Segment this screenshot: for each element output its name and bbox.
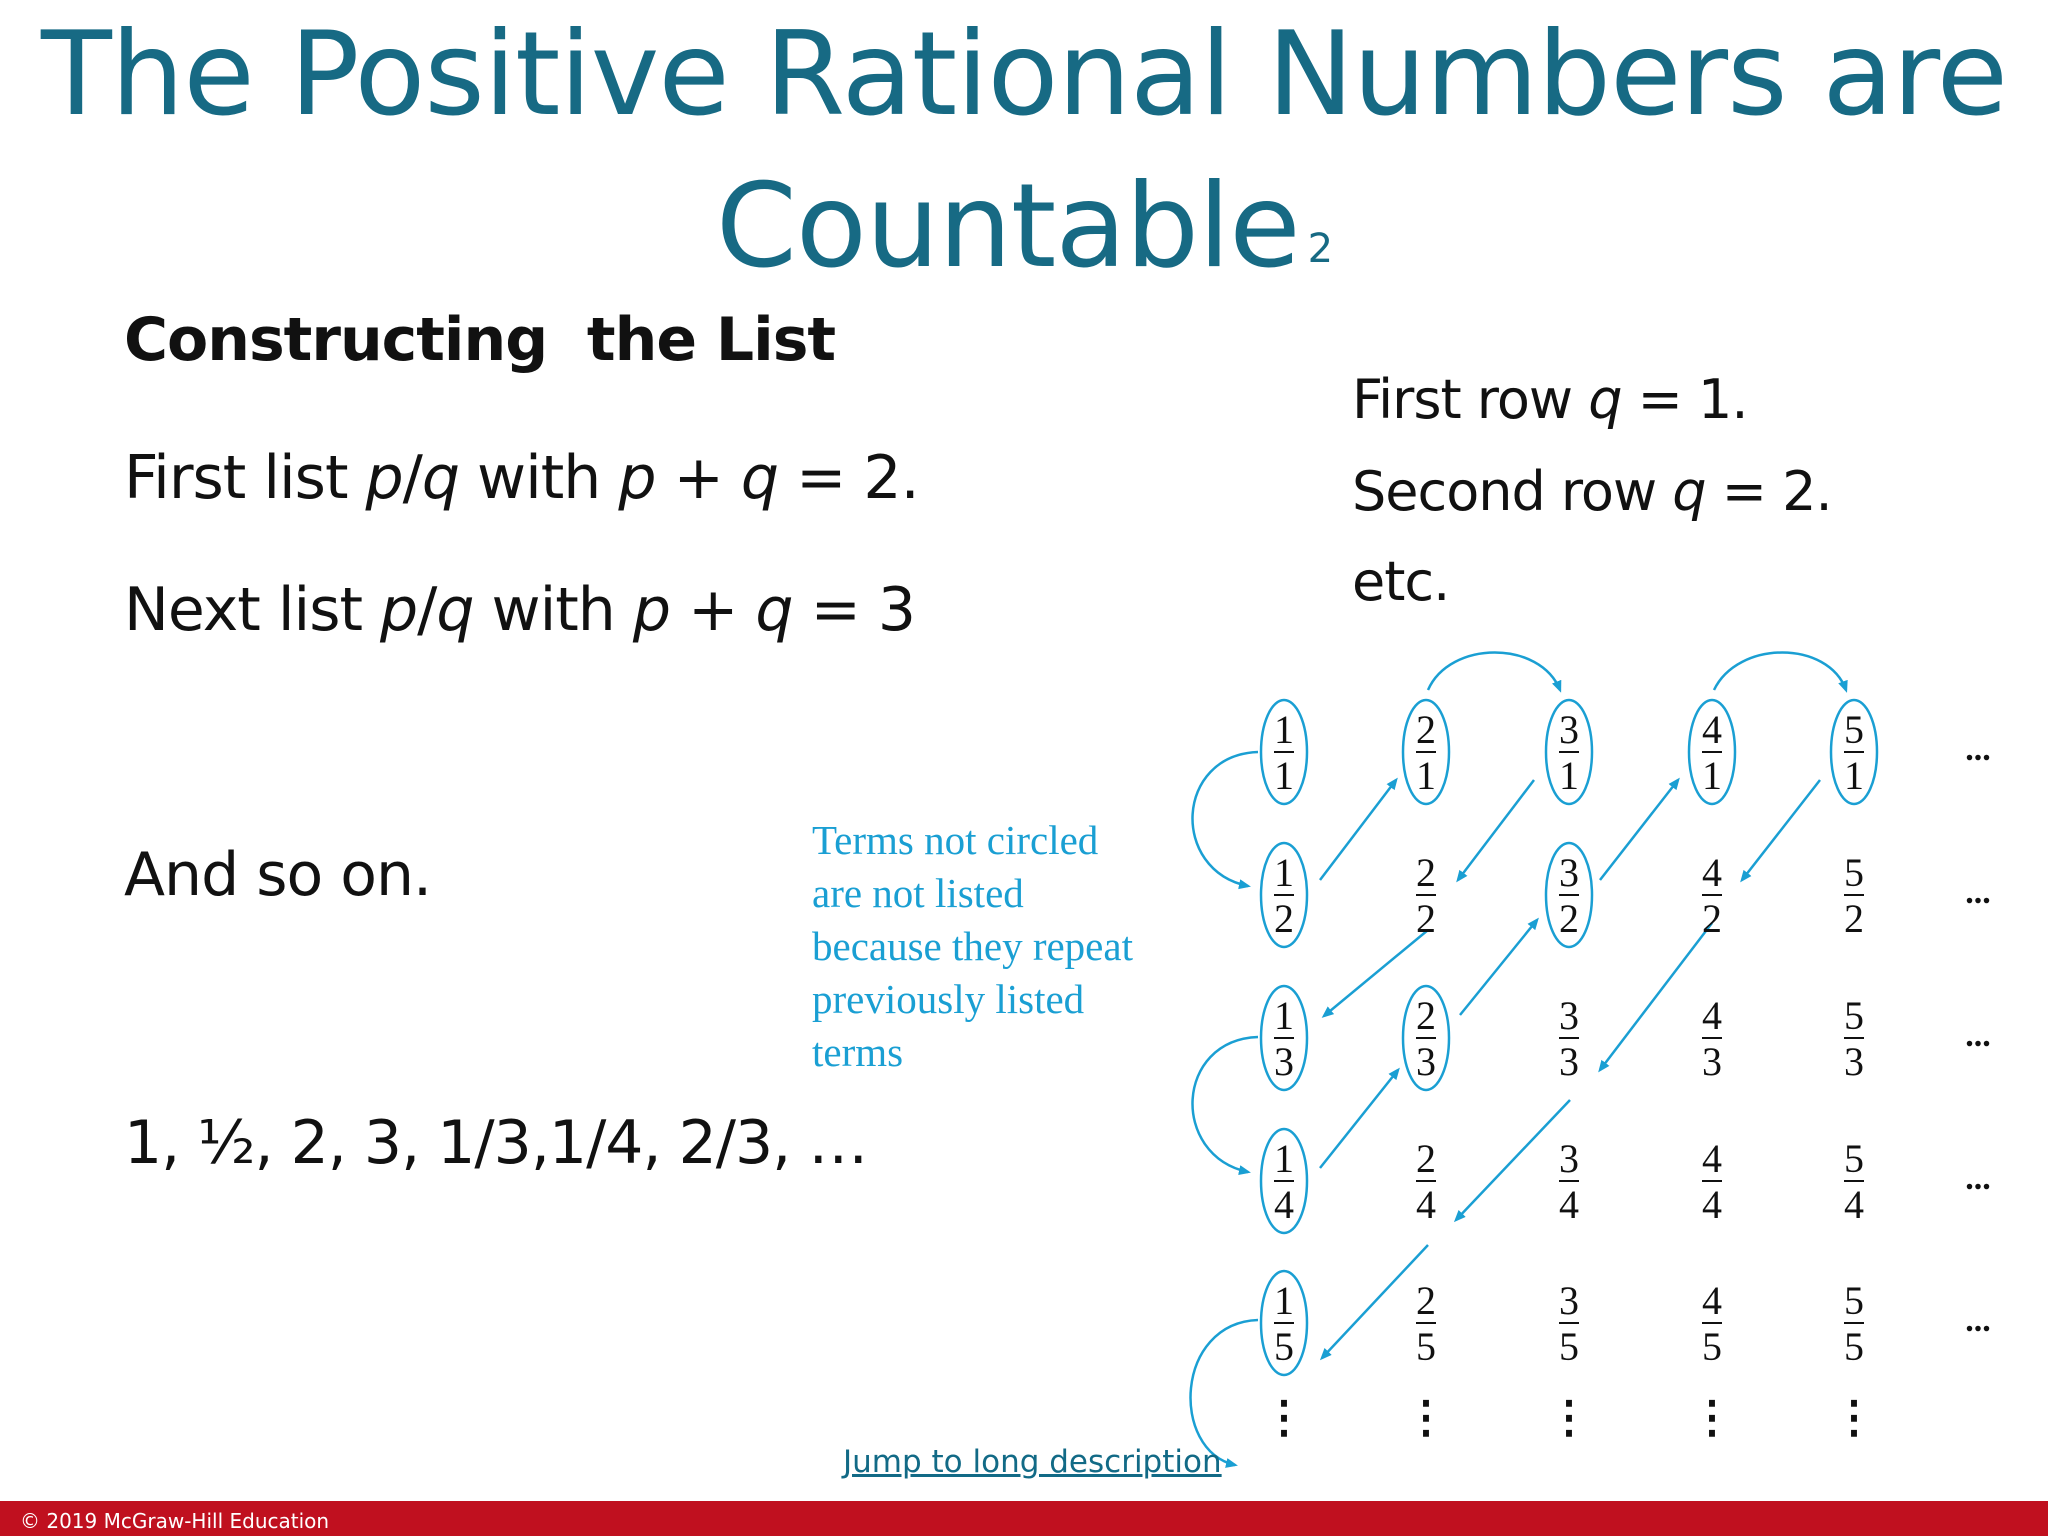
- numerator: 2: [1416, 993, 1436, 1038]
- numerator: 5: [1844, 1136, 1864, 1181]
- fraction-1-over-1: [1261, 700, 1307, 804]
- numerator: 1: [1274, 1278, 1294, 1323]
- numerator: 2: [1416, 707, 1436, 752]
- numerator: 2: [1416, 1278, 1436, 1323]
- fraction-5-over-4: [1844, 1136, 1864, 1227]
- denominator: 3: [1274, 1039, 1294, 1084]
- column-ellipsis: ⋮: [1547, 1393, 1591, 1442]
- arrow-diag-5: [1460, 920, 1537, 1015]
- etc-text: etc.: [1352, 550, 1450, 613]
- row-ellipsis: ...: [1965, 1302, 1991, 1339]
- denominator: 4: [1416, 1182, 1436, 1227]
- title-line-2: Countable: [715, 159, 1300, 294]
- fraction-5-over-1: [1831, 700, 1877, 804]
- column-ellipsis: ⋮: [1262, 1393, 1306, 1442]
- and-so-on-text: And so on.: [124, 840, 432, 910]
- footer-bar: [0, 1501, 2048, 1536]
- fraction-5-over-5: [1844, 1278, 1864, 1369]
- diagram-note: Terms not circled are not listed because they repeat previously listed terms: [812, 817, 1133, 1075]
- numerator: 1: [1274, 993, 1294, 1038]
- denominator: 5: [1559, 1324, 1579, 1369]
- fraction-2-over-4: [1416, 1136, 1436, 1227]
- arrow-diag-9: [1456, 1100, 1570, 1220]
- arrow-diag-3: [1324, 930, 1428, 1016]
- numerator: 2: [1416, 1136, 1436, 1181]
- fraction-3-over-3: [1559, 993, 1579, 1084]
- arrow-arc-2-3: [1428, 653, 1560, 691]
- row-ellipsis: ...: [1965, 1160, 1991, 1197]
- denominator: 2: [1844, 896, 1864, 941]
- fraction-1-over-2: [1261, 843, 1307, 947]
- fraction-2-over-1: [1403, 700, 1449, 804]
- arrow-diag-10: [1322, 1245, 1428, 1358]
- denominator: 1: [1416, 753, 1436, 798]
- arrow-diag-4: [1320, 1070, 1398, 1168]
- denominator: 4: [1274, 1182, 1294, 1227]
- fraction-2-over-2: [1416, 850, 1436, 941]
- row-ellipsis: ...: [1965, 874, 1991, 911]
- denominator: 1: [1559, 753, 1579, 798]
- numerator: 3: [1559, 1136, 1579, 1181]
- arrow-curve-mid-left: [1192, 1037, 1258, 1172]
- numerator: 5: [1844, 993, 1864, 1038]
- sequence-text: 1, ½, 2, 3, 1/3,1/4, 2/3, …: [124, 1108, 868, 1178]
- numerator: 5: [1844, 1278, 1864, 1323]
- column-ellipsis: ⋮: [1690, 1393, 1734, 1442]
- column-ellipsis: ⋮: [1832, 1393, 1876, 1442]
- fraction-1-over-3: [1261, 986, 1307, 1090]
- denominator: 4: [1702, 1182, 1722, 1227]
- arrow-diag-8: [1600, 923, 1712, 1070]
- row-ellipsis: ...: [1965, 1017, 1991, 1054]
- arrow-diag-2: [1458, 780, 1534, 880]
- first-list-text: First list p/q with p + q = 2.: [124, 443, 919, 513]
- fraction-1-over-4: [1261, 1129, 1307, 1233]
- denominator: 5: [1702, 1324, 1722, 1369]
- denominator: 1: [1274, 753, 1294, 798]
- denominator: 1: [1702, 753, 1722, 798]
- slide-title: [0, 0, 2048, 328]
- arrow-diag-6: [1600, 780, 1678, 880]
- section-heading: Constructing the List: [124, 305, 836, 375]
- copyright-text: © 2019 McGraw-Hill Education: [20, 1509, 330, 1533]
- denominator: 3: [1702, 1039, 1722, 1084]
- numerator: 3: [1559, 1278, 1579, 1323]
- row-ellipsis: ...: [1965, 731, 1991, 768]
- second-row-text: Second row q = 2.: [1352, 460, 1832, 523]
- column-ellipsis: ⋮: [1404, 1393, 1448, 1442]
- denominator: 4: [1559, 1182, 1579, 1227]
- fraction-3-over-1: [1546, 700, 1592, 804]
- fraction-1-over-5: [1261, 1271, 1307, 1375]
- long-description-link[interactable]: Jump to long description: [843, 1444, 1222, 1480]
- fraction-3-over-5: [1559, 1278, 1579, 1369]
- denominator: 2: [1274, 896, 1294, 941]
- fraction-4-over-2: [1702, 850, 1722, 941]
- numerator: 2: [1416, 850, 1436, 895]
- numerator: 5: [1844, 850, 1864, 895]
- fraction-2-over-3: [1403, 986, 1449, 1090]
- denominator: 2: [1416, 896, 1436, 941]
- title-suffix: 2: [1307, 226, 1333, 272]
- next-list-text: Next list p/q with p + q = 3: [124, 575, 916, 645]
- numerator: 3: [1559, 993, 1579, 1038]
- numerator: 5: [1844, 707, 1864, 752]
- fraction-5-over-3: [1844, 993, 1864, 1084]
- numerator: 1: [1274, 850, 1294, 895]
- denominator: 1: [1844, 753, 1864, 798]
- numerator: 1: [1274, 707, 1294, 752]
- denominator: 2: [1702, 896, 1722, 941]
- fraction-4-over-3: [1702, 993, 1722, 1084]
- numerator: 4: [1702, 1136, 1722, 1181]
- denominator: 4: [1844, 1182, 1864, 1227]
- numerator: 4: [1702, 850, 1722, 895]
- numerator: 3: [1559, 707, 1579, 752]
- denominator: 5: [1844, 1324, 1864, 1369]
- fraction-3-over-4: [1559, 1136, 1579, 1227]
- fraction-2-over-5: [1416, 1278, 1436, 1369]
- denominator: 2: [1559, 896, 1579, 941]
- fraction-4-over-1: [1689, 700, 1735, 804]
- numerator: 3: [1559, 850, 1579, 895]
- rationals-grid-diagram: [1160, 640, 2020, 1480]
- fraction-4-over-4: [1702, 1136, 1722, 1227]
- denominator: 3: [1844, 1039, 1864, 1084]
- fraction-5-over-2: [1844, 850, 1864, 941]
- fraction-3-over-2: [1546, 843, 1592, 947]
- arrow-diag-1: [1320, 780, 1396, 880]
- arrow-diag-7: [1742, 780, 1820, 880]
- numerator: 1: [1274, 1136, 1294, 1181]
- denominator: 5: [1274, 1324, 1294, 1369]
- arrow-arc-4-5: [1714, 653, 1846, 691]
- title-line-2-wrap: [0, 152, 2048, 328]
- fraction-4-over-5: [1702, 1278, 1722, 1369]
- numerator: 4: [1702, 707, 1722, 752]
- numerator: 4: [1702, 993, 1722, 1038]
- denominator: 3: [1416, 1039, 1436, 1084]
- arrow-curve-top-left: [1192, 752, 1258, 886]
- denominator: 3: [1559, 1039, 1579, 1084]
- denominator: 5: [1416, 1324, 1436, 1369]
- title-line-1: The Positive Rational Numbers are: [40, 7, 2008, 142]
- first-row-text: First row q = 1.: [1352, 368, 1748, 431]
- numerator: 4: [1702, 1278, 1722, 1323]
